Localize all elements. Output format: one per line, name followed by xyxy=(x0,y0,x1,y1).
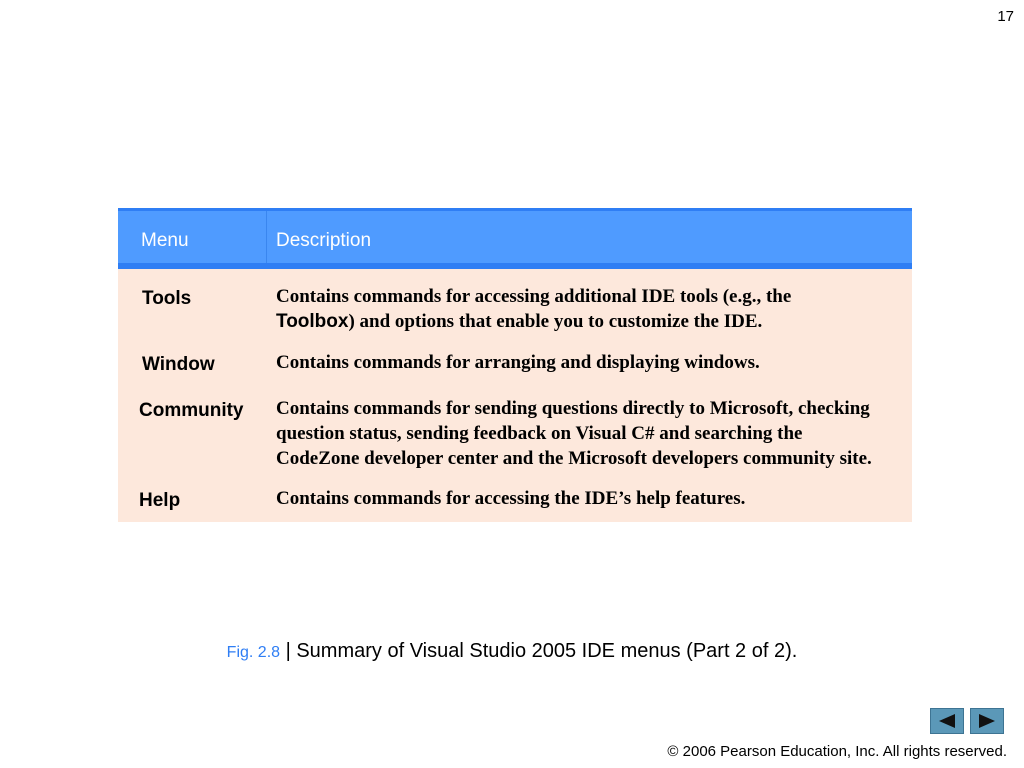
table-row xyxy=(118,486,912,522)
page-number: 17 xyxy=(997,8,1014,25)
previous-slide-button[interactable] xyxy=(930,708,964,734)
table-header xyxy=(118,208,912,269)
table-body xyxy=(118,269,912,522)
description-line: CodeZone developer center and the Microsoft developers community site. xyxy=(276,448,872,469)
description-help: Contains commands for accessing the IDE’s help features. xyxy=(276,488,746,509)
header-menu: Menu xyxy=(141,230,189,251)
table-row xyxy=(118,396,912,486)
menu-table xyxy=(118,208,912,522)
menu-name-tools: Tools xyxy=(142,288,192,309)
menu-name-help: Help xyxy=(139,490,181,511)
triangle-right-icon xyxy=(977,713,997,729)
description-community xyxy=(276,396,912,486)
slide-navigation xyxy=(930,708,1004,734)
toolbox-term: Toolbox xyxy=(276,311,349,332)
menu-name-community: Community xyxy=(139,400,244,421)
description-text: Contains commands for accessing additional IDE tools (e.g., the xyxy=(276,286,792,307)
table-row xyxy=(118,350,912,396)
figure-label: Fig. 2.8 xyxy=(226,644,281,661)
caption-text: | Summary of Visual Studio 2005 IDE menus (Part 2 of 2). xyxy=(280,640,798,662)
menu-name-window: Window xyxy=(142,354,215,375)
copyright-notice: © 2006 Pearson Education, Inc. All rights reserved. xyxy=(667,743,1007,760)
figure-caption xyxy=(0,640,1024,663)
description-line: question status, sending feedback on Visual C# and searching the xyxy=(276,423,803,444)
header-description: Description xyxy=(276,230,372,251)
header-divider xyxy=(266,211,267,263)
triangle-left-icon xyxy=(937,713,957,729)
table-row xyxy=(118,284,912,350)
description-window: Contains commands for arranging and displaying windows. xyxy=(276,352,760,373)
next-slide-button[interactable] xyxy=(970,708,1004,734)
description-line: Contains commands for sending questions directly to Microsoft, checking xyxy=(276,398,870,419)
description-tools xyxy=(276,284,912,350)
description-text: ) and options that enable you to customize the IDE. xyxy=(348,311,763,332)
